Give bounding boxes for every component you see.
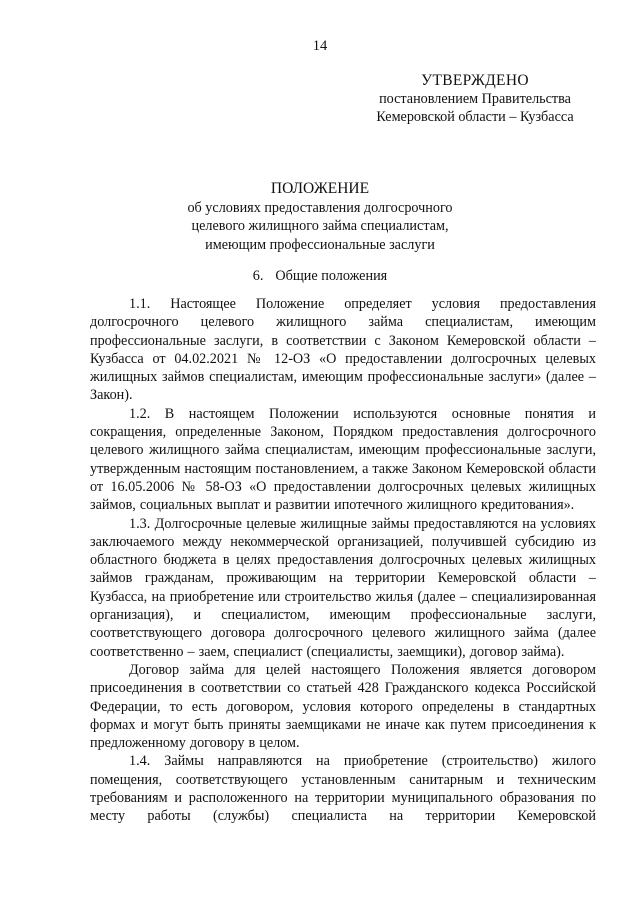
approval-block <box>330 72 620 126</box>
approval-title: УТВЕРЖДЕНО <box>421 72 529 89</box>
document-header <box>80 180 560 254</box>
body-text <box>90 295 596 826</box>
section-title: Общие положения <box>275 268 388 284</box>
paragraph-1-1: 1.1. Настоящее Положение определяет условия предоставления долгосрочного целевого жилищного займа специалистам, имеющим профессиональные заслуги, в соответствии с Законом Кемеровской области – Кузбасса от 04.02.2021 № 12-ОЗ «О предоставлении долгосрочных целевых жилищных займов специалистам, имеющим профессиональные заслуги» (далее – Закон). <box>90 296 596 404</box>
approval-line-1: постановлением Правительства <box>379 91 571 107</box>
section-heading <box>0 268 640 285</box>
paragraph-1-3: 1.3. Долгосрочные целевые жилищные займы предоставляются на условиях заключаемого между некоммерческой организацией, получившей субсидию из областного бюджета в целях предоставления долгосрочных целевых жилищных займов гражданам, проживающим на территории Кемеровской области – Кузбасса, на приобретение или строительство жилья (далее – специализированная организация), и специалистом, имеющим профессиональные заслуги, соответствующего договора долгосрочного целевого жилищного займа (далее соответственно – заем, специалист (специалисты, заемщики), договор займа). <box>90 515 596 660</box>
document-subtitle-line-3: имеющим профессиональные заслуги <box>205 236 435 253</box>
document-subtitle-line-1: об условиях предоставления долгосрочного <box>187 199 453 216</box>
section-number: 6. <box>252 268 264 284</box>
document-subtitle-line-2: целевого жилищного займа специалистам, <box>191 218 449 234</box>
paragraph-1-2: 1.2. В настоящем Положении используются основные понятия и сокращения, определенные Законом, Порядком предоставления долгосрочного целевого жилищного займа специалистам, имеющим профессиональные заслуги, утвержденным настоящим постановлением, а также Законом Кемеровской области от 16.05.2006 № 58-ОЗ «О предоставлении долгосрочных целевых жилищных займов, социальных выплат и развитии ипотечного жилищного кредитования». <box>90 405 596 514</box>
paragraph-contract: Договор займа для целей настоящего Положения является договором присоединения в соответствии со статьей 428 Гражданского кодекса Российской Федерации, то есть договором, условия которого определены в стандартных формах и могут быть приняты заемщиками не иначе как путем присоединения к предложенному договору в целом. <box>90 661 596 752</box>
document-title: ПОЛОЖЕНИЕ <box>270 180 370 197</box>
paragraph-1-4: 1.4. Займы направляются на приобретение (строительство) жилого помещения, соответствующего установленным санитарным и техническим требованиям и расположенного на территории муниципального образования по месту работы (службы) специалиста на территории Кемеровской <box>90 753 596 825</box>
approval-line-2: Кемеровской области – Кузбасса <box>376 109 574 125</box>
page-number: 14 <box>312 38 328 54</box>
